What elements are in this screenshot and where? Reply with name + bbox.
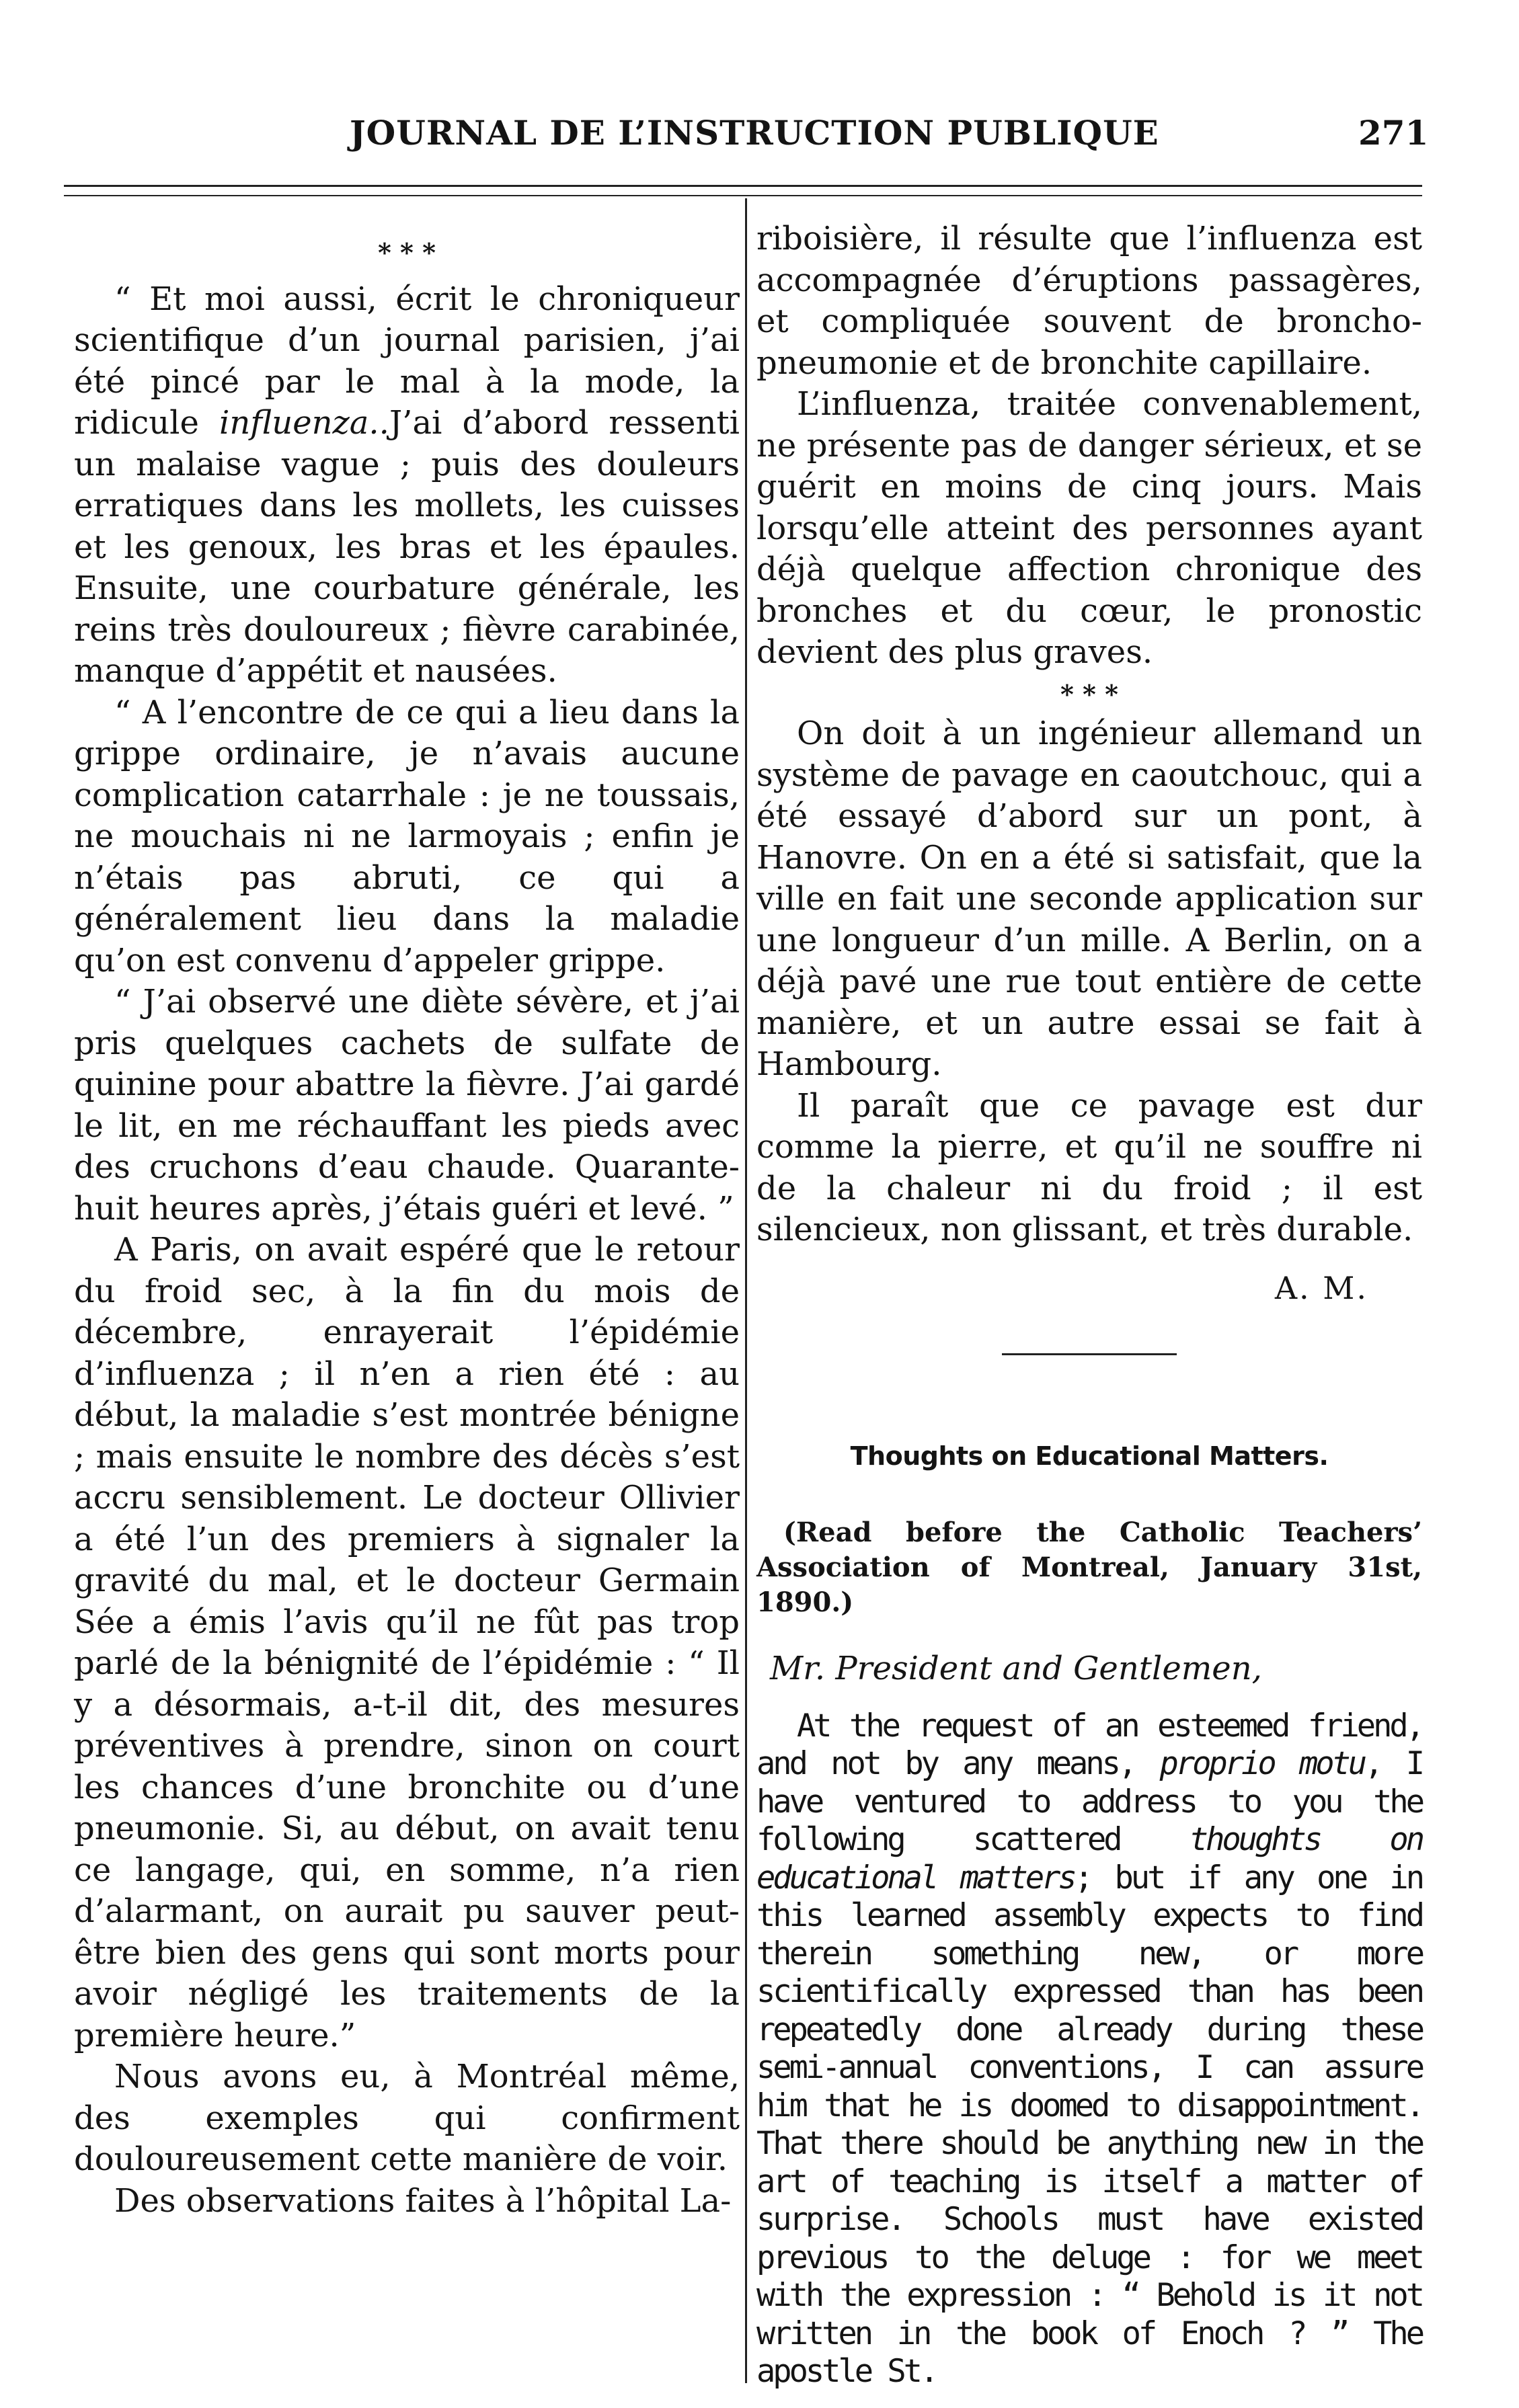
paragraph	[74, 279, 740, 692]
paragraph: On doit à un ingénieur allemand un système de pavage en caoutchouc, qui a été essayé d’abord sur un pont, à Hanovre. On en a été si satisfait, que la ville en fait une seconde application sur une longueur d’un mille. A Berlin, on a déjà pavé une rue tout entière de cette manière, et un autre essai se fait à Hambourg.	[756, 715, 1422, 1084]
italic-term: proprio motu	[1159, 1745, 1365, 1783]
italic-term: influenza..	[219, 404, 389, 442]
paragraph: A Paris, on avait espéré que le retour du froid sec, à la fin du mois de décembre, enrayerait l’épidémie d’influenza ; il n’en a rien été : au début, la maladie s’est montrée bénigne ; mais ensuite le nombre des décès s’est accru sensiblement. Le docteur Ollivier a été l’un des premiers à signaler la gravité du mal, et le docteur Germain Sée a émis l’avis qu’il ne fût pas trop parlé de la bénignité de l’épidémie : “ Il y a désormais, a-t-il dit, des mesures préventives à prendre, sinon on court les chances d’une bronchite ou d’une pneumonie. Si, au début, on avait tenu ce langage, qui, en somme, n’a rien d’alarmant, on aurait pu sauver peut-être bien des gens qui sont morts pour avoir négligé les traitements de la première heure.”	[74, 1231, 740, 2054]
paragraph: Nous avons eu, à Montréal même, des exemples qui confirment douloureusement cette manière de voir.	[74, 2058, 740, 2179]
paragraph-text: “ Et moi aussi, écrit le chroniqueur scientifique d’un journal parisien, j’ai été pincé par le mal à la mode, la ridicule	[74, 280, 740, 442]
paragraph: Il paraît que ce pavage est dur comme la pierre, et qu’il ne souffre ni de la chaleur ni du froid ; il est silencieux, non glissant, et très durable.	[756, 1086, 1422, 1249]
page-number: 271	[1358, 113, 1429, 153]
paragraph-text: At the request of an esteemed friend, and not by any means,	[756, 1707, 1422, 1783]
header-rule-thin	[64, 195, 1422, 196]
italic-term: thoughts on educational matters	[756, 1821, 1422, 1896]
section-title: Thoughts on Educational Matters.	[850, 1441, 1329, 1471]
header-rule	[64, 185, 1422, 187]
paragraph-text: J’ai d’abord ressenti un malaise vague ; puis des douleurs erratiques dans les mollets, les cuisses et les genoux, les bras et les épaules. Ensuite, une courbature générale, les reins très douloureux ; fièvre carabinée, manque d’appétit et nausées.	[74, 404, 740, 690]
section-asterism: * * *	[377, 237, 436, 268]
signature: A. M.	[1274, 1269, 1368, 1306]
page-header	[0, 113, 1519, 167]
paragraph-text: , I have ventured to address to you the following scattered	[756, 1745, 1423, 1859]
column-divider	[745, 198, 747, 2383]
paragraph: “ A l’encontre de ce qui a lieu dans la grippe ordinaire, je n’avais aucune complication catarrhale : je ne toussais, ne mouchais ni ne larmoyais ; enfin je n’étais pas abruti, ce qui a généralement lieu dans la maladie qu’on est convenu d’appeler grippe.	[74, 693, 740, 979]
paragraph	[756, 1708, 1422, 2391]
paragraph: “ J’ai observé une diète sévère, et j’ai pris quelques cachets de sulfate de quinine pour abattre la fièvre. J’ai gardé le lit, en me réchauffant les pieds avec des cruchons d’eau chaude. Quarante-huit heures après, j’étais guéri et levé. ”	[74, 983, 740, 1228]
section-asterism: * * *	[1060, 678, 1119, 709]
paragraph: Des observations faites à l’hôpital La-	[114, 2181, 732, 2220]
paragraph: L’influenza, traitée convenablement, ne présente pas de danger sérieux, et se guérit en moins de cinq jours. Mais lorsqu’elle atteint des personnes ayant déjà quelque affection chronique des bronches et du cœur, le pronostic devient des plus graves.	[756, 385, 1422, 671]
paragraph: riboisière, il résulte que l’influenza est accompagnée d’éruptions passagères, et compliquée souvent de broncho-pneumonie et de bronchite capillaire.	[756, 220, 1422, 382]
left-column	[74, 218, 740, 2222]
paragraph-text: ; but if any one in this learned assembly expects to find therein something new, or more scientifically expressed than has been repeatedly done already during these semi-annual conventions, I can assure him that he is doomed to disappointment. That there should be anything new in the art of teaching is itself a matter of surprise. Schools must have existed previous to the deluge : for we meet with the expression : “ Behold is it not written in the book of Enoch ? ” The apostle St.	[756, 1859, 1422, 2391]
section-rule	[1002, 1353, 1177, 1355]
salutation: Mr. President and Gentlemen,	[770, 1649, 1262, 1687]
intro-note: (Read before the Catholic Teachers’ Association of Montreal, January 31st, 1890.)	[756, 1516, 1422, 1618]
right-column	[756, 218, 1422, 2391]
running-title: JOURNAL DE L’INSTRUCTION PUBLIQUE	[350, 113, 1159, 153]
